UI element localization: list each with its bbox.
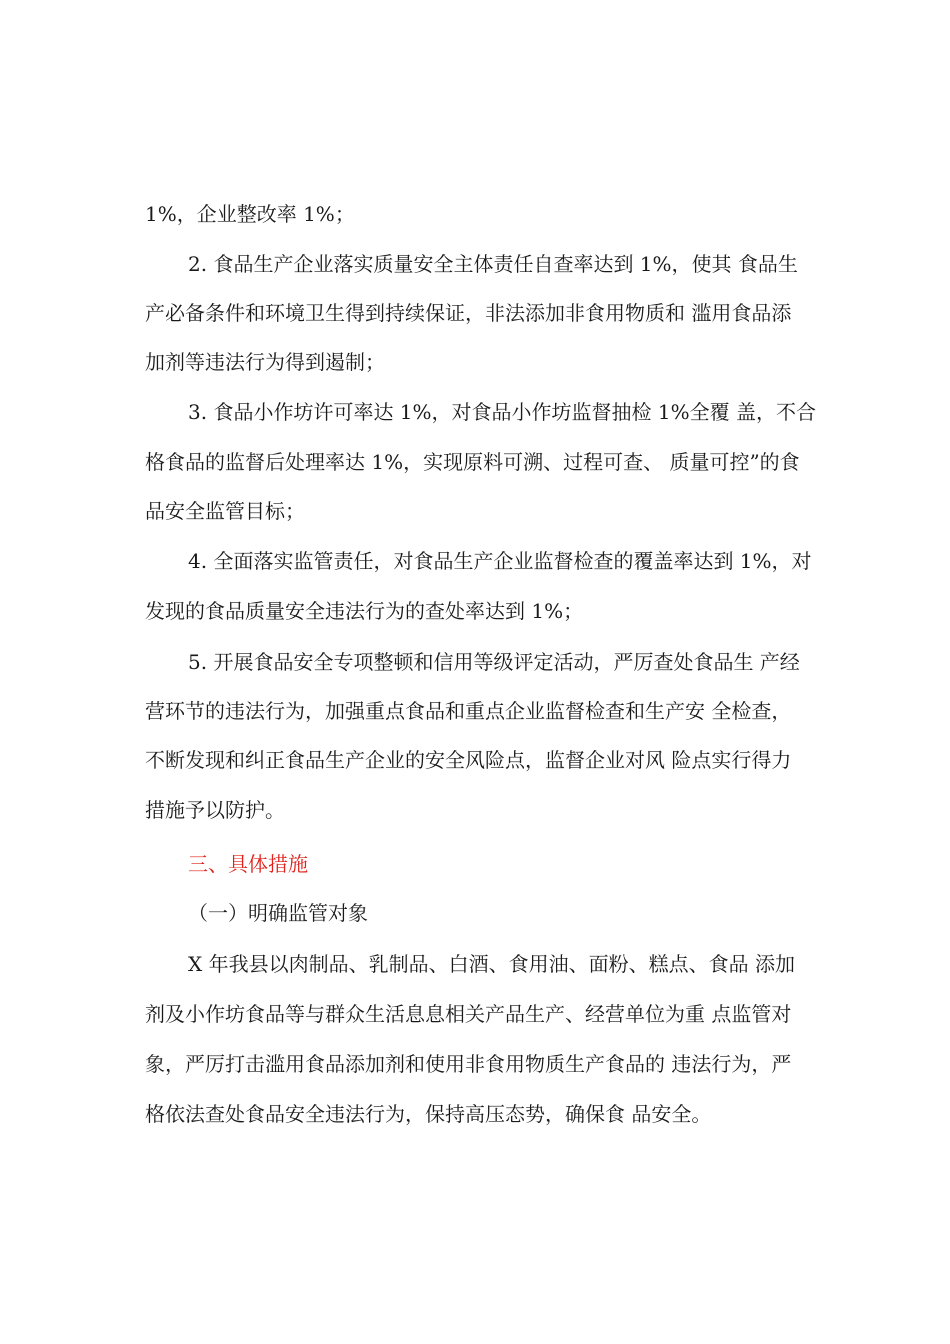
text-line: 不断发现和纠正食品生产企业的安全风险点，监督企业对风 险点实行得力	[145, 748, 792, 772]
text-line: 剂及小作坊食品等与群众生活息息相关产品生产、经营单位为重 点监管对	[145, 1002, 792, 1026]
section-heading: 三、具体措施	[188, 852, 308, 876]
subsection-heading: （一）明确监管对象	[188, 901, 368, 925]
text-line: 5. 开展食品安全专项整顿和信用等级评定活动，严厉查处食品生 产经	[188, 650, 800, 674]
text-line: 象，严厉打击滥用食品添加剂和使用非食用物质生产食品的 违法行为，严	[145, 1052, 792, 1076]
text-line: 产必备条件和环境卫生得到持续保证，非法添加非食用物质和 滥用食品添	[145, 301, 792, 325]
text-line: 措施予以防护。	[145, 798, 285, 822]
text-line: 格食品的监督后处理率达 1%，实现原料可溯、过程可查、 质量可控”的食	[145, 450, 800, 474]
text-line: X 年我县以肉制品、乳制品、白酒、食用油、面粉、糕点、食品 添加	[188, 952, 795, 976]
text-line: 2. 食品生产企业落实质量安全主体责任自查率达到 1%，使其 食品生	[188, 252, 798, 276]
text-line: 营环节的违法行为，加强重点食品和重点企业监督检查和生产安 全检查，	[145, 699, 792, 723]
text-line: 品安全监管目标；	[145, 499, 305, 523]
text-line: 1%，企业整改率 1%；	[145, 202, 355, 226]
text-line: 发现的食品质量安全违法行为的查处率达到 1%；	[145, 599, 584, 623]
text-line: 加剂等违法行为得到遏制；	[145, 350, 385, 374]
text-line: 格依法查处食品安全违法行为，保持高压态势，确保食 品安全。	[145, 1102, 712, 1126]
text-line: 4. 全面落实监管责任，对食品生产企业监督检查的覆盖率达到 1%，对	[188, 549, 812, 573]
text-line: 3. 食品小作坊许可率达 1%，对食品小作坊监督抽检 1%全覆 盖，不合	[188, 400, 816, 424]
